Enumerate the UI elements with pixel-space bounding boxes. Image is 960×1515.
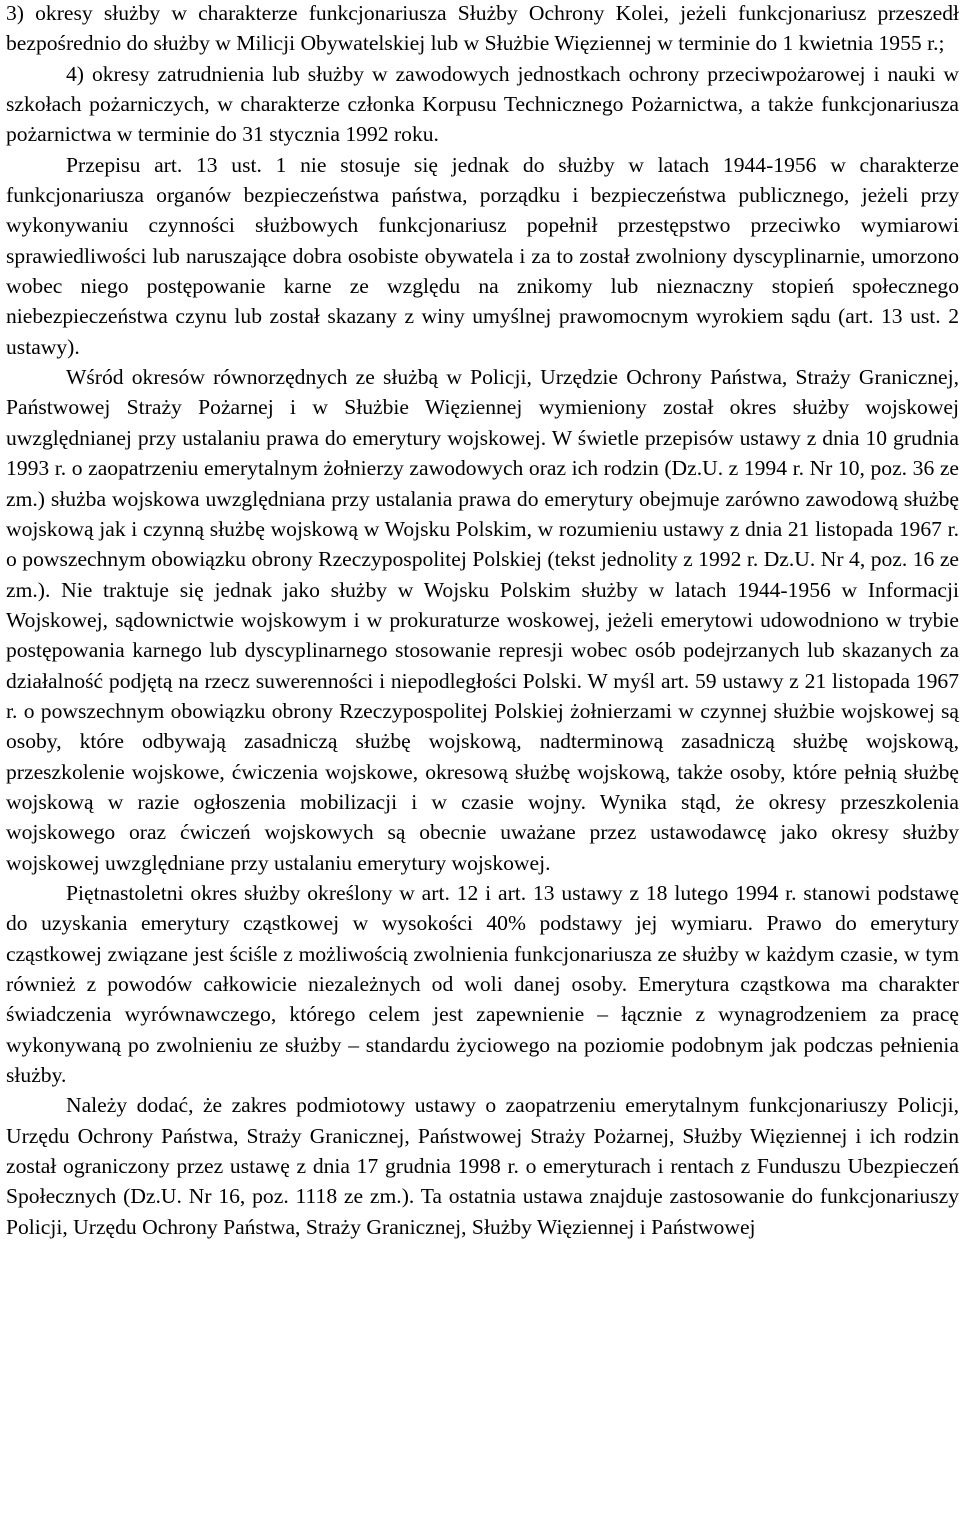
document-body (6, 0, 959, 1242)
paragraph-art-13-exception: Przepisu art. 13 ust. 1 nie stosuje się jednak do służby w latach 1944-1956 w charakterze funkcjonariusza organów bezpieczeństwa państwa, porządku i bezpieczeństwa publicznego, jeżeli przy wykonywaniu czynności służbowych funkcjonariusz popełnił przestępstwo przeciwko wymiarowi sprawiedliwości lub naruszające dobra osobiste obywatela i za to został zwolniony dyscyplinarnie, umorzono wobec niego postępowanie karne ze względu na znikomy lub nieznaczny stopień społecznego niebezpieczeństwa czynu lub został skazany z winy umyślnej prawomocnym wyrokiem sądu (art. 13 ust. 2 ustawy). (6, 152, 959, 359)
paragraph-partial-pension: Piętnastoletni okres służby określony w art. 12 i art. 13 ustawy z 18 lutego 1994 r. stanowi podstawę do uzyskania emerytury cząstkowej w wysokości 40% podstawy jej wymiaru. Prawo do emerytury cząstkowej związane jest ściśle z możliwością zwolnienia funkcjonariusza ze służby w każdym czasie, w tym również z powodów całkowicie niezależnych od woli danej osoby. Emerytura cząstkowa ma charakter świadczenia wyrównawczego, którego celem jest zapewnienie – łącznie z wynagrodzeniem za pracę wykonywaną po zwolnieniu ze służby – standardu życiowego na poziomie podobnym jak podczas pełnienia służby. (6, 880, 959, 1088)
paragraph-military-service: Wśród okresów równorzędnych ze służbą w Policji, Urzędzie Ochrony Państwa, Straży Granicznej, Państwowej Straży Pożarnej i w Służbie Więziennej wymieniony został okres służby wojskowej uwzględnianej przy ustalaniu prawa do emerytury wojskowej. W świetle przepisów ustawy z dnia 10 grudnia 1993 r. o zaopatrzeniu emerytalnym żołnierzy zawodowych oraz ich rodzin (Dz.U. z 1994 r. Nr 10, poz. 36 ze zm.) służba wojskowa uwzględniana przy ustalania prawa do emerytury obejmuje zarówno zawodową służbę wojskową jak i czynną służbę wojskową w Wojsku Polskim, w rozumieniu ustawy z dnia 21 listopada 1967 r. o powszechnym obowiązku obrony Rzeczypospolitej Polskiej (tekst jednolity z 1992 r. Dz.U. Nr 4, poz. 16 ze zm.). Nie traktuje się jednak jako służby w Wojsku Polskim służby w latach 1944-1956 w Informacji Wojskowej, sądownictwie wojskowym i w prokuraturze woskowej, jeżeli emerytowi udowodniono w trybie postępowania karnego lub dyscyplinarnego stosowanie represji wobec osób podejrzanych lub skazanych za działalność podjętą na rzecz suwerenności i niepodległości Polski. W myśl art. 59 ustawy z 21 listopada 1967 r. o powszechnym obowiązku obrony Rzeczypospolitej Polskiej żołnierzami w czynnej służbie wojskowej są osoby, które odbywają zasadniczą służbę wojskową, nadterminową zasadniczą służbę wojskową, przeszkolenie wojskowe, ćwiczenia wojskowe, okresową służbę wojskową, także osoby, które pełnią służbę wojskową w razie ogłoszenia mobilizacji i w czasie wojny. Wynika stąd, że okresy przeszkolenia wojskowego oraz ćwiczeń wojskowych są obecnie uważane przez ustawodawcę jako okresy służby wojskowej uwzględniane przy ustalaniu emerytury wojskowej. (6, 365, 959, 875)
paragraph-item-3: 3) okresy służby w charakterze funkcjonariusza Służby Ochrony Kolei, jeżeli funkcjonariusz przeszedł bezpośrednio do służby w Milicji Obywatelskiej lub w Służbie Więziennej w terminie do 1 kwietnia 1955 r.; (6, 1, 959, 56)
paragraph-item-4: 4) okresy zatrudnienia lub służby w zawodowych jednostkach ochrony przeciwpożarowej i nauki w szkołach pożarniczych, w charakterze członka Korpusu Technicznego Pożarnictwa, a także funkcjonariusza pożarnictwa w terminie do 31 stycznia 1992 roku. (6, 61, 959, 147)
paragraph-scope-limitation: Należy dodać, że zakres podmiotowy ustawy o zaopatrzeniu emerytalnym funkcjonariuszy Policji, Urzędu Ochrony Państwa, Straży Granicznej, Państwowej Straży Pożarnej, Służby Więziennej i ich rodzin został ograniczony przez ustawę z dnia 17 grudnia 1998 r. o emeryturach i rentach z Funduszu Ubezpieczeń Społecznych (Dz.U. Nr 16, poz. 1118 ze zm.). Ta ostatnia ustawa znajduje zastosowanie do funkcjonariuszy Policji, Urzędu Ochrony Państwa, Straży Granicznej, Służby Więziennej i Państwowej (6, 1093, 959, 1239)
